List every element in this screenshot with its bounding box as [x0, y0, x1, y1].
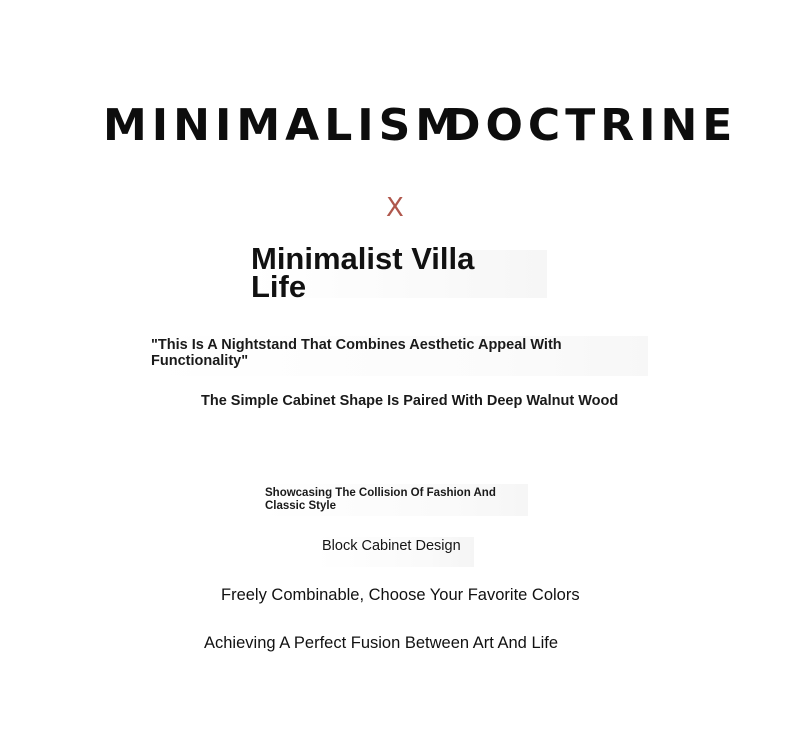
cabinet-description: The Simple Cabinet Shape Is Paired With Deep Walnut Wood [201, 393, 619, 409]
product-quote: "This Is A Nightstand That Combines Aesthetic Appeal With Functionality" [151, 337, 562, 369]
fashion-description: Showcasing The Collision Of Fashion And Classic Style [265, 487, 496, 512]
headline-word-minimalism: MINIMALISM [103, 100, 465, 151]
freely-combinable-line: Freely Combinable, Choose Your Favorite Colors [221, 586, 580, 604]
block-cabinet-design: Block Cabinet Design [322, 538, 461, 554]
villa-title: Minimalist Villa Life [251, 241, 475, 304]
headline-word-doctrine: DOCTRINE [444, 100, 738, 151]
separator-mark: X [386, 193, 404, 223]
achieving-fusion-line: Achieving A Perfect Fusion Between Art And Life [204, 634, 559, 652]
